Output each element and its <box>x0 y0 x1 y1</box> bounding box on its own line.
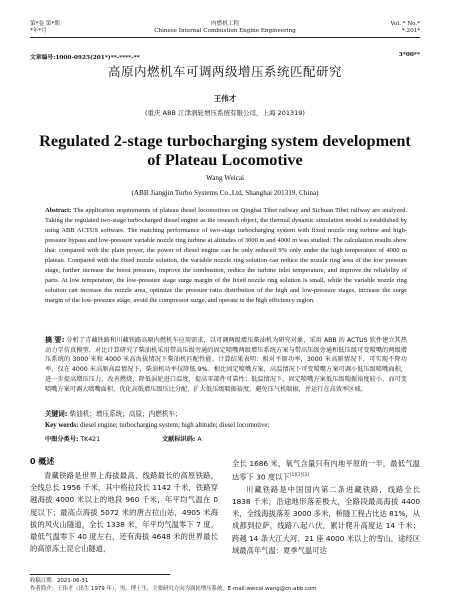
abstract-en-label: Abstract: <box>45 207 72 214</box>
received-date: 收稿日期：2021-06-31 <box>30 578 89 584</box>
body-paragraph-right-1-text: 全长 1686 米，氧气含量只有内地平原的一半，最低气温达零下 30 度以下 <box>232 459 420 482</box>
keywords-en-label: Key words: <box>45 422 79 429</box>
journal-volume-en <box>390 21 420 35</box>
clc-label: 中图分类号: <box>45 436 79 443</box>
classification-line <box>45 434 202 443</box>
section-heading: 0 概述 <box>30 457 55 466</box>
affiliation-en: (ABB Jiangjin Turbo Systems Co.,Ltd, Shanghai 201319, China) <box>131 189 319 197</box>
abstract-en <box>45 206 407 306</box>
body-column-right <box>232 458 420 557</box>
author-cn: 王伟才 <box>213 94 237 103</box>
article-code: 3*00** <box>398 52 420 58</box>
body-paragraph-right-1 <box>232 458 420 484</box>
journal-name <box>120 21 330 35</box>
keywords-cn-label: 关键词: <box>45 410 68 418</box>
volume-issue-cn: 第*卷 第*期 <box>30 21 60 27</box>
title-en-line-2: of Plateau Locomotive <box>147 150 303 169</box>
keywords-en <box>45 422 407 429</box>
doc-code-value: A <box>197 436 202 443</box>
title-en <box>30 131 420 169</box>
author-en: Wang Weicai <box>205 174 245 182</box>
journal-name-cn: 内燃机工程 <box>211 21 239 27</box>
title-en-line-1: Regulated 2-stage turbocharging system development <box>39 131 411 150</box>
date-en: *.201* <box>401 28 420 34</box>
keywords-cn-text: 柴油机；增压系统；高原；内燃机车； <box>69 410 182 418</box>
abstract-cn <box>45 336 407 394</box>
keywords-cn <box>45 410 407 420</box>
affiliation-cn: (重庆 ABB 江津涡轮增压系统有限公司，上海 201319) <box>145 109 305 117</box>
reference-citation: [1][2][3] <box>289 473 309 479</box>
abstract-en-text: The application requirements of plateau diesel locomotives on Qinghai Tibet railway and Sichuan Tibet railway are analyzed. Taking the regulated two-stage turbocharged diesel engine as the research object, the thermal dynamic simulation model is established by using ABB ACTUS software. The matching performance of two-stage turbocharging system with fixed nozzle ring turbine and high-pressure bypass and low-pressure variable nozzle ring turbine at altitudes of 3000 m and 4000 m was studied. The calculation results show that: compared with the plain power, the power of diesel engine can be only reduced 9% only under the high temperature of 4000 m plateau. Compared with the fixed nozzle solution, the variable nozzle ring solution can reduce the nozzle ring area of the low pressure stage, further increase the boost pressure, improve the combustion, reduce the turbine inlet temperature, and improve the reliability of parts. At low temperature, the low-pressure stage surge margin of the fixed nozzle ring solution is small, while the variable nozzle ring solution can increase the nozzle area, optimize the pressure ratio distribution of the high and low-pressure stages, increase the surge margin of the low-pressure stage, avoid the compressor surge, and operate in the high efficiency region. <box>45 207 407 304</box>
volume-issue-en: Vol. * No.* <box>390 21 420 27</box>
doc-code-label: 文献标识码: <box>161 436 196 443</box>
clc-value: TK421 <box>80 436 101 443</box>
author-introduction: 作者简介：王伟才（出生 1979 年），男，博士生，主要研究方向为涡轮增压系统。E-mail:weicai.wang@cn.abb.com <box>30 586 317 592</box>
abstract-cn-text: 分析了青藏铁路和川藏铁路高原内燃机车应用需求，以可调两级增压柴油机为研究对象，采用 ABB 的 ACTUS 软件建立其热动力学仿真模型，对比计算研究了柴油机采用带高压级旁通的固定喷嘴两级增压系统方案与带高压级旁通和低压级可变喷嘴的两级增压系统的 3000 米和 4000 米高海拔情况下柴油机匹配性能。计算结果表明：相对平原功率，3000 米高原情况下，可实现不降功率，仅在 4000 米高原高温情况下，柴油机功率仅降低 9%。相比固定喷嘴方案，高温情况下可变喷嘴方案可调小低压级喷嘴面积，进一步提高增压压力，改善燃烧，降低涡轮进口温度，提高零部件可靠性；低温情况下，固定喷嘴方案低压级喘振裕度较小，而可变喷嘴方案可调大喷嘴面积，优化高低增压级压比分配，扩大低压级喘振裕度，避免压气机喘振，并运行在高效率区域。 <box>45 337 407 393</box>
keywords-en-text: diesel engine; turbocharging system; high altitude; diesel locomotive; <box>80 422 270 429</box>
title-cn: 高原内燃机车可调两级增压系统匹配研究 <box>107 64 342 79</box>
abstract-cn-label: 摘 要: <box>45 336 65 344</box>
article-number: 文章编号:1000-0925(201*)**-****-** <box>30 55 140 61</box>
footnote-rule <box>30 574 170 575</box>
journal-name-en: Chinese Internal Combustion Engine Engineering <box>154 28 296 34</box>
body-paragraph-right-2: 川藏铁路是中国国内第二条进藏铁路，线路全长 1838 千米，沿途地形落差极大，全路段最高海拔 4400 米，全线海拔落差 3000 多米，桥隧工程占比达 81%，从成都到拉萨，线路八起八伏，累计爬升高度达 14 千米；跨越 14 条大江大河、21 座 4000 米以上的雪山，途经区域最高年气温：夏季气温可达 <box>232 484 420 555</box>
footnote <box>30 577 422 593</box>
journal-volume-issue <box>30 21 60 35</box>
date-cn: *年*月 <box>30 28 47 34</box>
header-rule <box>30 37 420 38</box>
body-column-left: 青藏铁路是世界上海拔最高、线路最长的高原铁路，全线总长 1956 千米，其中格拉段长 1142 千米，铁路穿越海拔 4000 米以上的地段 960 千米，年平均气温在 0 度以下；最高点海拔 5072 米的唐古拉山站，4905 米海拔的风火山隧道，全长 1338 米，年平均气温零下 7 度，最低气温零下 40 度左右，还有海拔 4648 米的世界最长的高原冻土昆仑山隧道， <box>30 471 218 554</box>
